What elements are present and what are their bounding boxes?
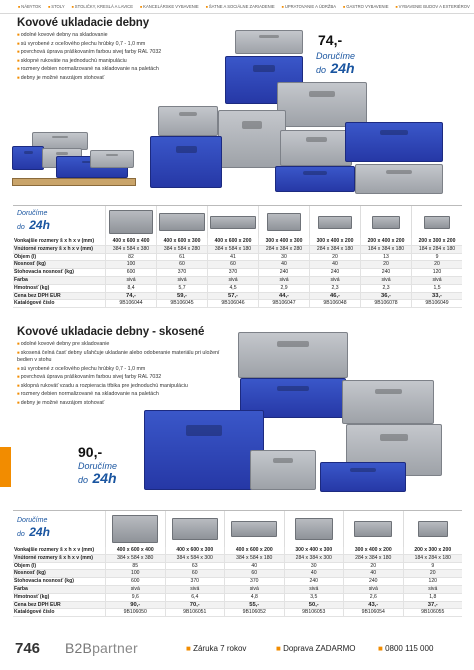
feature-item: ■ povrchová úprava práškovaním farbou sivej farby RAL 7032 bbox=[17, 48, 222, 57]
nav-item[interactable]: ■ KANCELÁRSKE VYBAVENIE bbox=[140, 4, 199, 9]
table-cell: 384 x 584 x 180 bbox=[224, 555, 284, 562]
section1-price-badge: 74,- bbox=[318, 32, 343, 48]
nav-item[interactable]: ■ VYBAVENIE BUDOV A EXTERIÉROV bbox=[396, 4, 470, 9]
feature-item: ■ sklopná rukoväť vzadu a rozpieracia tŕbika pre jednoduchú manipuláciu bbox=[17, 382, 232, 391]
table-cell: 57,- bbox=[207, 293, 258, 300]
nav-item[interactable]: ■ STOLIČKY, KRESLÁ A LAVICE bbox=[72, 4, 133, 9]
table-cell: 400 x 600 x 300 bbox=[156, 238, 207, 245]
table-cell: 120 bbox=[403, 578, 463, 585]
product-thumb bbox=[258, 206, 309, 238]
table-cell: sivá bbox=[224, 586, 284, 593]
section1-spec-table bbox=[13, 205, 462, 308]
product-thumb bbox=[105, 206, 156, 238]
feature-item: ■ povrchová úprava práškovaním farbou sivej farby RAL 7032 bbox=[17, 373, 232, 382]
table-cell: 120 bbox=[411, 269, 462, 276]
row-label: Vnútorné rozmery š x h x v (mm) bbox=[14, 554, 93, 561]
table-cell: 9B106044 bbox=[105, 300, 156, 307]
table-cell: 100 bbox=[105, 570, 165, 577]
table-cell: 2,3 bbox=[360, 285, 411, 292]
table-cell: 600 bbox=[105, 269, 156, 276]
table-cell: 4,5 bbox=[207, 285, 258, 292]
feature-item: ■ sú vyrobené z oceľového plechu hrúbky 0,7 - 1,0 mm bbox=[17, 40, 222, 49]
table-cell: sivá bbox=[258, 277, 309, 284]
table-cell: 9B106048 bbox=[309, 300, 360, 307]
table-cell: 384 x 584 x 280 bbox=[156, 246, 207, 253]
table-cell: 300 x 400 x 200 bbox=[343, 547, 403, 554]
table-cell: 43,- bbox=[343, 602, 403, 609]
table-cell: 384 x 584 x 380 bbox=[105, 555, 165, 562]
table-cell: 6,4 bbox=[165, 594, 225, 601]
table-row bbox=[13, 594, 462, 602]
table-cell: 300 x 400 x 300 bbox=[284, 547, 344, 554]
section2-title: Kovové ukladacie debny - skosené bbox=[17, 326, 205, 338]
row-label: Stohovacia nosnosť (kg) bbox=[14, 269, 74, 276]
row-label: Cena bez DPH EUR bbox=[14, 292, 61, 299]
table-cell: 3,5 bbox=[284, 594, 344, 601]
row-label: Katalógové číslo bbox=[14, 300, 55, 307]
footer-phone: ■ 0800 115 000 bbox=[378, 644, 434, 653]
product-thumb bbox=[403, 511, 463, 547]
table-cell: sivá bbox=[105, 277, 156, 284]
table-cell: 30 bbox=[284, 563, 344, 570]
table-cell: 60 bbox=[207, 261, 258, 268]
table-row bbox=[13, 547, 462, 555]
product-thumb bbox=[360, 206, 411, 238]
table-cell: 284 x 384 x 180 bbox=[309, 246, 360, 253]
table-cell: 40 bbox=[309, 261, 360, 268]
table-cell: 9B106046 bbox=[207, 300, 258, 307]
table-row bbox=[13, 586, 462, 594]
section1-product-photo bbox=[10, 30, 460, 202]
table-cell: 20 bbox=[403, 570, 463, 577]
row-label: Nosnosť (kg) bbox=[14, 570, 46, 577]
table-cell: 60 bbox=[165, 570, 225, 577]
row-label: Farba bbox=[14, 276, 28, 283]
row-label: Vonkajšie rozmery š x h x v (mm) bbox=[14, 547, 95, 553]
feature-item: ■ rozmery debien normalizované na skladovanie na paletách bbox=[17, 390, 232, 399]
table-cell: 200 x 300 x 200 bbox=[411, 238, 462, 245]
row-label: Vonkajšie rozmery š x h x v (mm) bbox=[14, 238, 95, 244]
table-row bbox=[13, 261, 462, 269]
product-thumb bbox=[284, 511, 344, 547]
table-cell: 384 x 584 x 300 bbox=[165, 555, 225, 562]
table-cell: 400 x 600 x 300 bbox=[165, 547, 225, 554]
table-cell: 240 bbox=[343, 578, 403, 585]
table-cell: 1,5 bbox=[411, 285, 462, 292]
table-cell: 400 x 600 x 400 bbox=[105, 238, 156, 245]
row-label: Objem (l) bbox=[14, 562, 37, 569]
feature-item: ■ debny je možné navzájom stohovať bbox=[17, 74, 222, 83]
table-cell: 41 bbox=[207, 254, 258, 261]
table-cell: 184 x 284 x 180 bbox=[403, 555, 463, 562]
table-cell: sivá bbox=[343, 586, 403, 593]
row-label: Stohovacia nosnosť (kg) bbox=[14, 578, 74, 585]
table-cell: 44,- bbox=[258, 293, 309, 300]
table-cell: 85 bbox=[105, 563, 165, 570]
section2-delivery-badge: Doručíme do 24h bbox=[78, 461, 118, 486]
table-cell: 9B106049 bbox=[411, 300, 462, 307]
table-cell: 240 bbox=[360, 269, 411, 276]
row-label: Nosnosť (kg) bbox=[14, 261, 46, 268]
section2-product-photo bbox=[120, 332, 450, 502]
table-cell: 36,- bbox=[360, 293, 411, 300]
table-cell: 74,- bbox=[105, 293, 156, 300]
table-cell: 284 x 384 x 180 bbox=[343, 555, 403, 562]
table-cell: 70,- bbox=[165, 602, 225, 609]
table-row bbox=[13, 602, 462, 610]
table-cell: 9B106047 bbox=[258, 300, 309, 307]
table-cell: 40 bbox=[224, 563, 284, 570]
feature-item: ■ odolné kovové debny na skladovanie bbox=[17, 31, 222, 40]
product-thumb bbox=[343, 511, 403, 547]
product-thumb bbox=[309, 206, 360, 238]
table-cell: 4,8 bbox=[224, 594, 284, 601]
table-cell: 20 bbox=[343, 563, 403, 570]
table-cell: 60 bbox=[156, 261, 207, 268]
table-cell: 9B106078 bbox=[360, 300, 411, 307]
table-cell: 60 bbox=[224, 570, 284, 577]
table-row bbox=[13, 277, 462, 285]
table-cell: 20 bbox=[309, 254, 360, 261]
table-cell: 13 bbox=[360, 254, 411, 261]
table-cell: 240 bbox=[309, 269, 360, 276]
table-cell: 1,8 bbox=[403, 594, 463, 601]
table-cell: 40 bbox=[258, 261, 309, 268]
table-cell: sivá bbox=[105, 586, 165, 593]
table-row bbox=[13, 609, 462, 617]
table-cell: 9B106052 bbox=[224, 609, 284, 616]
table-row bbox=[13, 269, 462, 277]
table-cell: 20 bbox=[411, 261, 462, 268]
top-category-nav bbox=[0, 0, 474, 14]
table-cell: 2,9 bbox=[258, 285, 309, 292]
table-row bbox=[13, 246, 462, 254]
feature-item: ■ rozmery debien normalizované na skladovanie na paletách bbox=[17, 65, 222, 74]
table-cell: 5,7 bbox=[156, 285, 207, 292]
table-cell: 46,- bbox=[309, 293, 360, 300]
table-cell: 600 bbox=[105, 578, 165, 585]
table-row bbox=[13, 578, 462, 586]
nav-item[interactable]: ■ ŠATNE A SOCIÁLNE ZARIADENIE bbox=[206, 4, 275, 9]
table-cell: 9B106054 bbox=[343, 609, 403, 616]
table2-delivery-badge: Doručíme do 24h bbox=[17, 517, 50, 539]
table-cell: 9 bbox=[411, 254, 462, 261]
table-cell: 300 x 400 x 300 bbox=[258, 238, 309, 245]
feature-item: ■ sklopné rukoväte na jednoduchú manipuláciu bbox=[17, 57, 222, 66]
table-row bbox=[13, 570, 462, 578]
table-row bbox=[13, 238, 462, 246]
table-cell: 61 bbox=[156, 254, 207, 261]
brand-logo: B2Bpartner bbox=[65, 640, 138, 656]
product-thumb bbox=[105, 511, 165, 547]
table-cell: 9 bbox=[403, 563, 463, 570]
section2-spec-table bbox=[13, 510, 462, 617]
table-cell: 63 bbox=[165, 563, 225, 570]
table-cell: 59,- bbox=[156, 293, 207, 300]
table-cell: 9B106053 bbox=[284, 609, 344, 616]
row-label: Vnútorné rozmery š x h x v (mm) bbox=[14, 245, 93, 252]
row-label: Hmotnosť (kg) bbox=[14, 593, 50, 600]
table-row bbox=[13, 293, 462, 301]
table-cell: 400 x 600 x 200 bbox=[224, 547, 284, 554]
table-cell: sivá bbox=[403, 586, 463, 593]
feature-item: ■ skosená čelná časť debny uľahčuje ukladanie alebo odoberanie materiálu pri uložení bedien v stohu bbox=[17, 349, 232, 365]
product-thumb bbox=[165, 511, 225, 547]
table-cell: 370 bbox=[165, 578, 225, 585]
row-label: Hmotnosť (kg) bbox=[14, 284, 50, 291]
table-cell: 400 x 600 x 400 bbox=[105, 547, 165, 554]
table-cell: 284 x 384 x 300 bbox=[284, 555, 344, 562]
table-cell: 82 bbox=[105, 254, 156, 261]
table-cell: 184 x 384 x 180 bbox=[360, 246, 411, 253]
table-cell: 384 x 584 x 180 bbox=[207, 246, 258, 253]
page-number: 746 bbox=[0, 640, 50, 658]
table-cell: 100 bbox=[105, 261, 156, 268]
table-cell: sivá bbox=[309, 277, 360, 284]
table-cell: 240 bbox=[258, 269, 309, 276]
table-row bbox=[13, 563, 462, 571]
table-cell: 30 bbox=[258, 254, 309, 261]
product-thumb bbox=[411, 206, 462, 238]
feature-item: ■ debny je možné navzájom stohovať bbox=[17, 399, 232, 408]
table-cell: sivá bbox=[156, 277, 207, 284]
table-row bbox=[13, 254, 462, 262]
table-row bbox=[13, 285, 462, 293]
table-row bbox=[13, 300, 462, 308]
table-cell: sivá bbox=[207, 277, 258, 284]
feature-item: ■ odolné kovové debny pre skladovanie bbox=[17, 340, 232, 349]
row-label: Cena bez DPH EUR bbox=[14, 601, 61, 608]
table-cell: sivá bbox=[165, 586, 225, 593]
row-label: Katalógové číslo bbox=[14, 609, 55, 616]
table-cell: 33,- bbox=[411, 293, 462, 300]
table-cell: 55,- bbox=[224, 602, 284, 609]
table-cell: 200 x 300 x 200 bbox=[403, 547, 463, 554]
table-cell: 40 bbox=[284, 570, 344, 577]
nav-item[interactable]: ■ GASTRO VYBAVENIE bbox=[343, 4, 388, 9]
product-thumb bbox=[224, 511, 284, 547]
section2-price-badge: 90,- bbox=[78, 444, 103, 460]
nav-item[interactable]: ■ NÁBYTOK bbox=[18, 4, 41, 9]
table-cell: 284 x 384 x 280 bbox=[258, 246, 309, 253]
table-cell: 384 x 584 x 380 bbox=[105, 246, 156, 253]
nav-item[interactable]: ■ UPRATOVANIE A ÚDRŽBA bbox=[282, 4, 336, 9]
table-cell: 40 bbox=[343, 570, 403, 577]
footer-shipping: ■ Doprava ZADARMO bbox=[276, 644, 356, 653]
table-cell: 370 bbox=[224, 578, 284, 585]
table-cell: 9B106050 bbox=[105, 609, 165, 616]
table-cell: 2,3 bbox=[309, 285, 360, 292]
table-cell: 9B106051 bbox=[165, 609, 225, 616]
table-cell: 20 bbox=[360, 261, 411, 268]
table-cell: 50,- bbox=[284, 602, 344, 609]
product-thumb bbox=[207, 206, 258, 238]
table-cell: 400 x 600 x 200 bbox=[207, 238, 258, 245]
table-cell: sivá bbox=[411, 277, 462, 284]
table-cell: 240 bbox=[284, 578, 344, 585]
section-marker-tab bbox=[0, 447, 11, 487]
table-cell: 370 bbox=[156, 269, 207, 276]
product-thumb bbox=[156, 206, 207, 238]
table-cell: 9B106055 bbox=[403, 609, 463, 616]
table-cell: 9B106045 bbox=[156, 300, 207, 307]
section1-title: Kovové ukladacie debny bbox=[17, 17, 150, 29]
footer-warranty: ■ Záruka 7 rokov bbox=[186, 644, 247, 653]
table-cell: 184 x 284 x 180 bbox=[411, 246, 462, 253]
row-label: Farba bbox=[14, 585, 28, 592]
table-cell: 90,- bbox=[105, 602, 165, 609]
row-label: Objem (l) bbox=[14, 253, 37, 260]
table-cell: 200 x 400 x 200 bbox=[360, 238, 411, 245]
table-cell: sivá bbox=[360, 277, 411, 284]
table-row bbox=[13, 555, 462, 563]
table-cell: 9,6 bbox=[105, 594, 165, 601]
table-cell: 2,6 bbox=[343, 594, 403, 601]
nav-item[interactable]: ■ STOLY bbox=[48, 4, 65, 9]
table-cell: sivá bbox=[284, 586, 344, 593]
table1-delivery-badge: Doručíme do 24h bbox=[17, 210, 50, 232]
table-cell: 37,- bbox=[403, 602, 463, 609]
section1-delivery-badge: Doručíme do 24h bbox=[316, 51, 356, 76]
feature-item: ■ sú vyrobené z oceľového plechu hrúbky 0,7 - 1,0 mm bbox=[17, 365, 232, 374]
table-cell: 370 bbox=[207, 269, 258, 276]
table-cell: 8,4 bbox=[105, 285, 156, 292]
table-cell: 300 x 400 x 200 bbox=[309, 238, 360, 245]
